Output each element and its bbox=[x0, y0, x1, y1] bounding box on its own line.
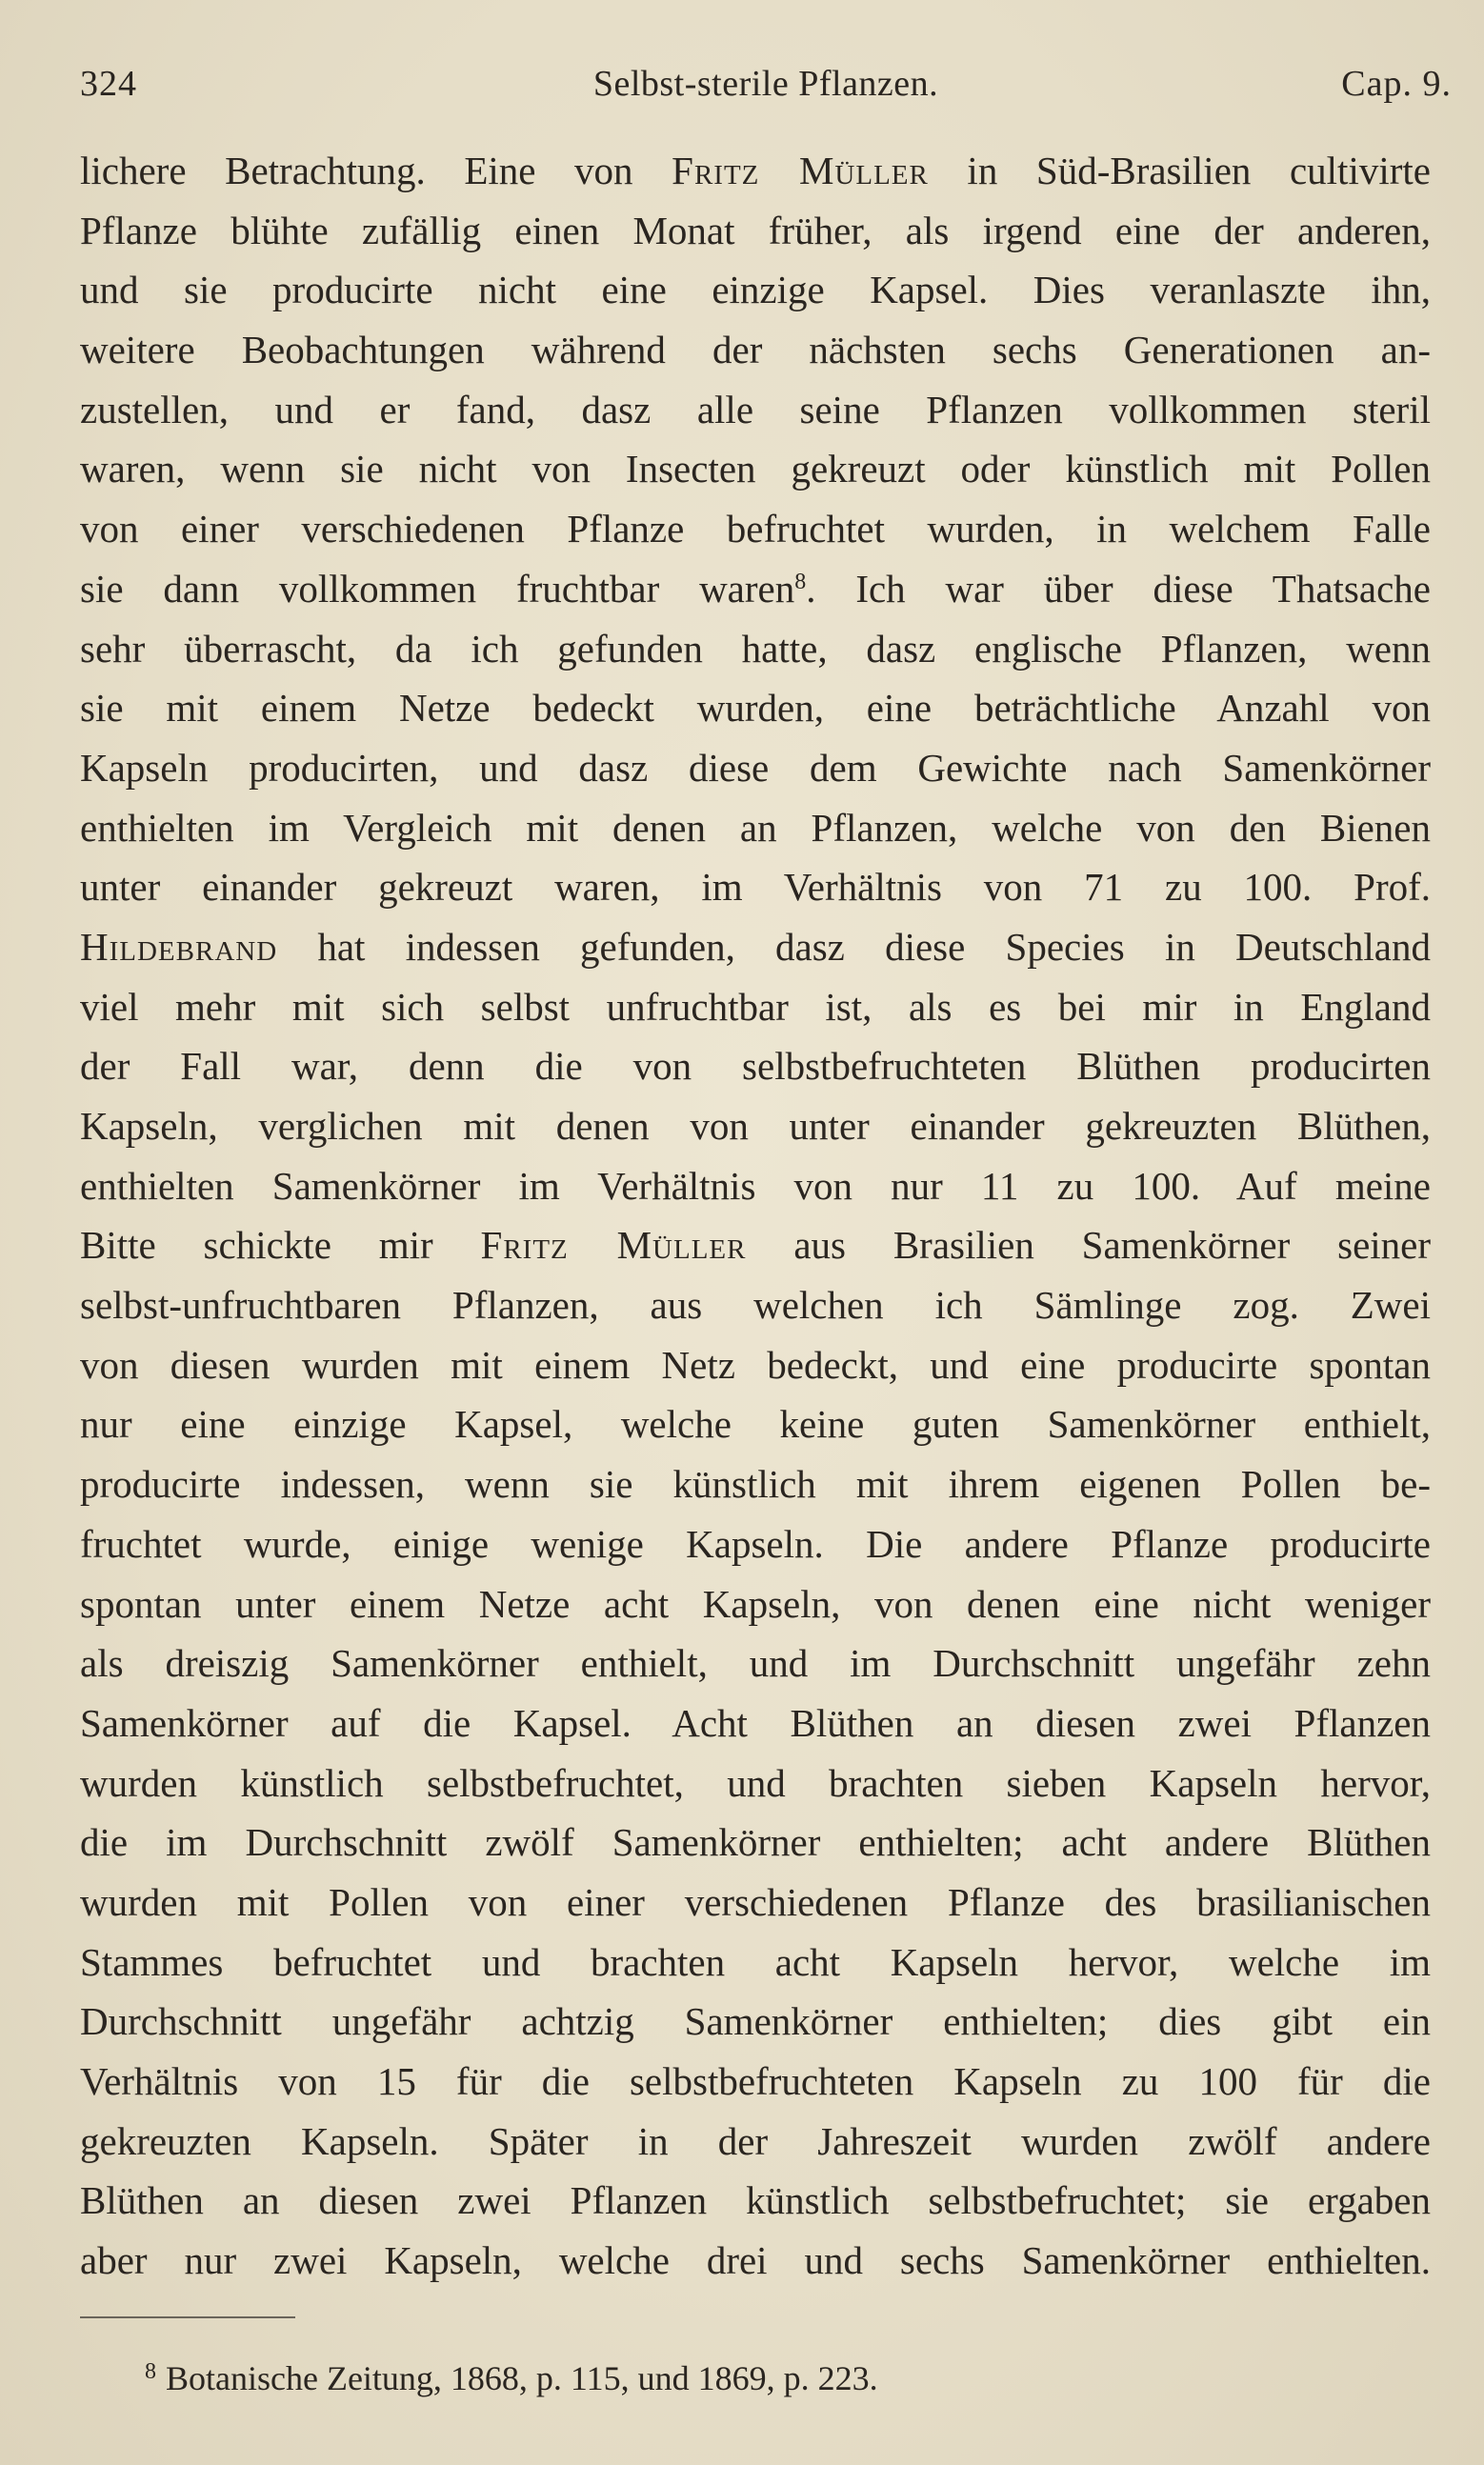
page-number: 324 bbox=[80, 64, 137, 104]
text-line bbox=[80, 1275, 1431, 1335]
text-segment: sie mit einem Netze bedeckt wurden, eine beträchtliche Anzahl von bbox=[80, 686, 1431, 731]
text-line bbox=[80, 977, 1431, 1037]
text-segment: als dreiszig Samenkörner enthielt, und im Durchschnitt ungefähr zehn bbox=[80, 1641, 1431, 1686]
text-line bbox=[80, 201, 1431, 261]
text-segment: Pflanze blühte zufällig einen Monat früher, als irgend eine der anderen, bbox=[80, 208, 1431, 252]
text-line bbox=[80, 439, 1431, 499]
footnote-reference: 8 bbox=[794, 569, 807, 594]
text-line bbox=[80, 678, 1431, 738]
text-segment: aber nur zwei Kapseln, welche drei und sechs Samenkörner enthielten. bbox=[80, 2238, 1431, 2283]
text-line bbox=[80, 1096, 1431, 1156]
text-line bbox=[80, 619, 1431, 679]
text-line bbox=[80, 857, 1431, 917]
author-name: Fritz Müller bbox=[480, 1223, 747, 1268]
text-line bbox=[80, 1335, 1431, 1395]
text-segment: aus Brasilien Samenkörner seiner bbox=[746, 1223, 1431, 1268]
text-segment: in Süd-Brasilien cultivirte bbox=[928, 149, 1431, 192]
text-line bbox=[80, 738, 1431, 798]
text-line bbox=[80, 1933, 1431, 1993]
text-segment: von einer verschiedenen Pflanze befruchtet wurden, in welchem Falle bbox=[80, 507, 1431, 551]
text-segment: enthielten Samenkörner im Verhältnis von nur 11 zu 100. Auf meine bbox=[80, 1163, 1431, 1208]
text-segment: die im Durchschnitt zwölf Samenkörner enthielten; acht andere Blüthen bbox=[80, 1820, 1431, 1865]
text-line bbox=[80, 320, 1431, 380]
text-line bbox=[80, 1036, 1431, 1096]
body-text bbox=[80, 141, 1431, 2291]
author-name: Fritz Müller bbox=[672, 149, 929, 192]
text-segment: spontan unter einem Netze acht Kapseln, von denen eine nicht weniger bbox=[80, 1581, 1431, 1626]
text-line bbox=[80, 1633, 1431, 1693]
text-line bbox=[80, 1813, 1431, 1873]
text-segment: Bitte schickte mir bbox=[80, 1223, 481, 1268]
text-segment: der Fall war, denn die von selbstbefruchteten Blüthen producirten bbox=[80, 1044, 1431, 1089]
text-segment: Kapseln producirten, und dasz diese dem Gewichte nach Samenkörner bbox=[80, 745, 1431, 790]
text-segment: fruchtet wurde, einige wenige Kapseln. Die andere Pflanze producirte bbox=[80, 1521, 1431, 1566]
text-segment: von diesen wurden mit einem Netz bedeckt, und eine producirte spontan bbox=[80, 1342, 1431, 1387]
footnote-divider bbox=[80, 2316, 295, 2318]
text-line bbox=[80, 1454, 1431, 1514]
text-line bbox=[80, 1574, 1431, 1634]
text-line bbox=[80, 380, 1431, 440]
text-line bbox=[80, 499, 1431, 559]
text-segment: waren, wenn sie nicht von Insecten gekreuzt oder künstlich mit Pollen bbox=[80, 447, 1431, 491]
chapter-label: Cap. 9. bbox=[1341, 64, 1452, 104]
text-line bbox=[80, 798, 1431, 858]
text-segment: weitere Beobachtungen während der nächsten sechs Generationen an- bbox=[80, 328, 1431, 372]
text-line bbox=[80, 1215, 1431, 1275]
text-segment: sie dann vollkommen fruchtbar waren bbox=[80, 566, 795, 611]
text-segment: Verhältnis von 15 für die selbstbefruchteten Kapseln zu 100 für die bbox=[80, 2059, 1431, 2103]
text-segment: viel mehr mit sich selbst unfruchtbar ist, als es bei mir in England bbox=[80, 984, 1431, 1029]
text-line bbox=[80, 1394, 1431, 1454]
page-header bbox=[80, 55, 1452, 112]
text-line bbox=[80, 1754, 1431, 1814]
text-line bbox=[80, 2171, 1431, 2231]
text-line bbox=[80, 917, 1431, 977]
text-line bbox=[80, 1992, 1431, 2052]
text-segment: enthielten im Vergleich mit denen an Pflanzen, welche von den Bienen bbox=[80, 805, 1431, 850]
text-segment: nur eine einzige Kapsel, welche keine guten Samenkörner enthielt, bbox=[80, 1402, 1431, 1447]
text-segment: gekreuzten Kapseln. Später in der Jahreszeit wurden zwölf andere bbox=[80, 2118, 1431, 2163]
text-line bbox=[80, 2112, 1431, 2172]
text-line bbox=[80, 1514, 1431, 1574]
footnote-text: Botanische Zeitung, 1868, p. 115, und 1869, p. 223. bbox=[166, 2359, 878, 2397]
text-line bbox=[80, 2052, 1431, 2112]
text-line bbox=[80, 559, 1431, 619]
footnote-mark: 8 bbox=[145, 2359, 156, 2384]
text-segment: . Ich war über diese Thatsache bbox=[806, 566, 1431, 611]
text-line bbox=[80, 1156, 1431, 1216]
text-segment: und sie producirte nicht eine einzige Kapsel. Dies veranlaszte ihn, bbox=[80, 268, 1431, 312]
text-segment: lichere Betrachtung. Eine von bbox=[80, 149, 672, 192]
text-segment: sehr überrascht, da ich gefunden hatte, dasz englische Pflanzen, wenn bbox=[80, 626, 1431, 671]
text-segment: unter einander gekreuzt waren, im Verhältnis von 71 zu 100. Prof. bbox=[80, 865, 1431, 910]
text-segment: wurden mit Pollen von einer verschiedenen Pflanze des brasilianischen bbox=[80, 1879, 1431, 1924]
text-segment: Kapseln, verglichen mit denen von unter einander gekreuzten Blüthen, bbox=[80, 1104, 1431, 1148]
footnote bbox=[145, 2355, 878, 2402]
text-segment: producirte indessen, wenn sie künstlich mit ihrem eigenen Pollen be- bbox=[80, 1462, 1431, 1507]
text-segment: Samenkörner auf die Kapsel. Acht Blüthen an diesen zwei Pflanzen bbox=[80, 1700, 1431, 1745]
text-line bbox=[80, 1693, 1431, 1754]
text-line bbox=[80, 1873, 1431, 1933]
author-name: Hildebrand bbox=[80, 924, 278, 969]
text-line bbox=[80, 141, 1431, 201]
text-segment: Blüthen an diesen zwei Pflanzen künstlich selbstbefruchtet; sie ergaben bbox=[80, 2178, 1431, 2223]
text-segment: selbst-unfruchtbaren Pflanzen, aus welchen ich Sämlinge zog. Zwei bbox=[80, 1283, 1431, 1328]
text-line bbox=[80, 2231, 1431, 2291]
text-segment: zustellen, und er fand, dasz alle seine Pflanzen vollkommen steril bbox=[80, 387, 1431, 431]
text-segment: wurden künstlich selbstbefruchtet, und brachten sieben Kapseln hervor, bbox=[80, 1760, 1431, 1805]
text-segment: hat indessen gefunden, dasz diese Species in Deutschland bbox=[277, 924, 1431, 969]
text-segment: Durchschnitt ungefähr achtzig Samenkörner enthielten; dies gibt ein bbox=[80, 1999, 1431, 2044]
running-title: Selbst-sterile Pflanzen. bbox=[592, 64, 939, 104]
text-segment: Stammes befruchtet und brachten acht Kapseln hervor, welche im bbox=[80, 1939, 1431, 1984]
text-line bbox=[80, 260, 1431, 320]
